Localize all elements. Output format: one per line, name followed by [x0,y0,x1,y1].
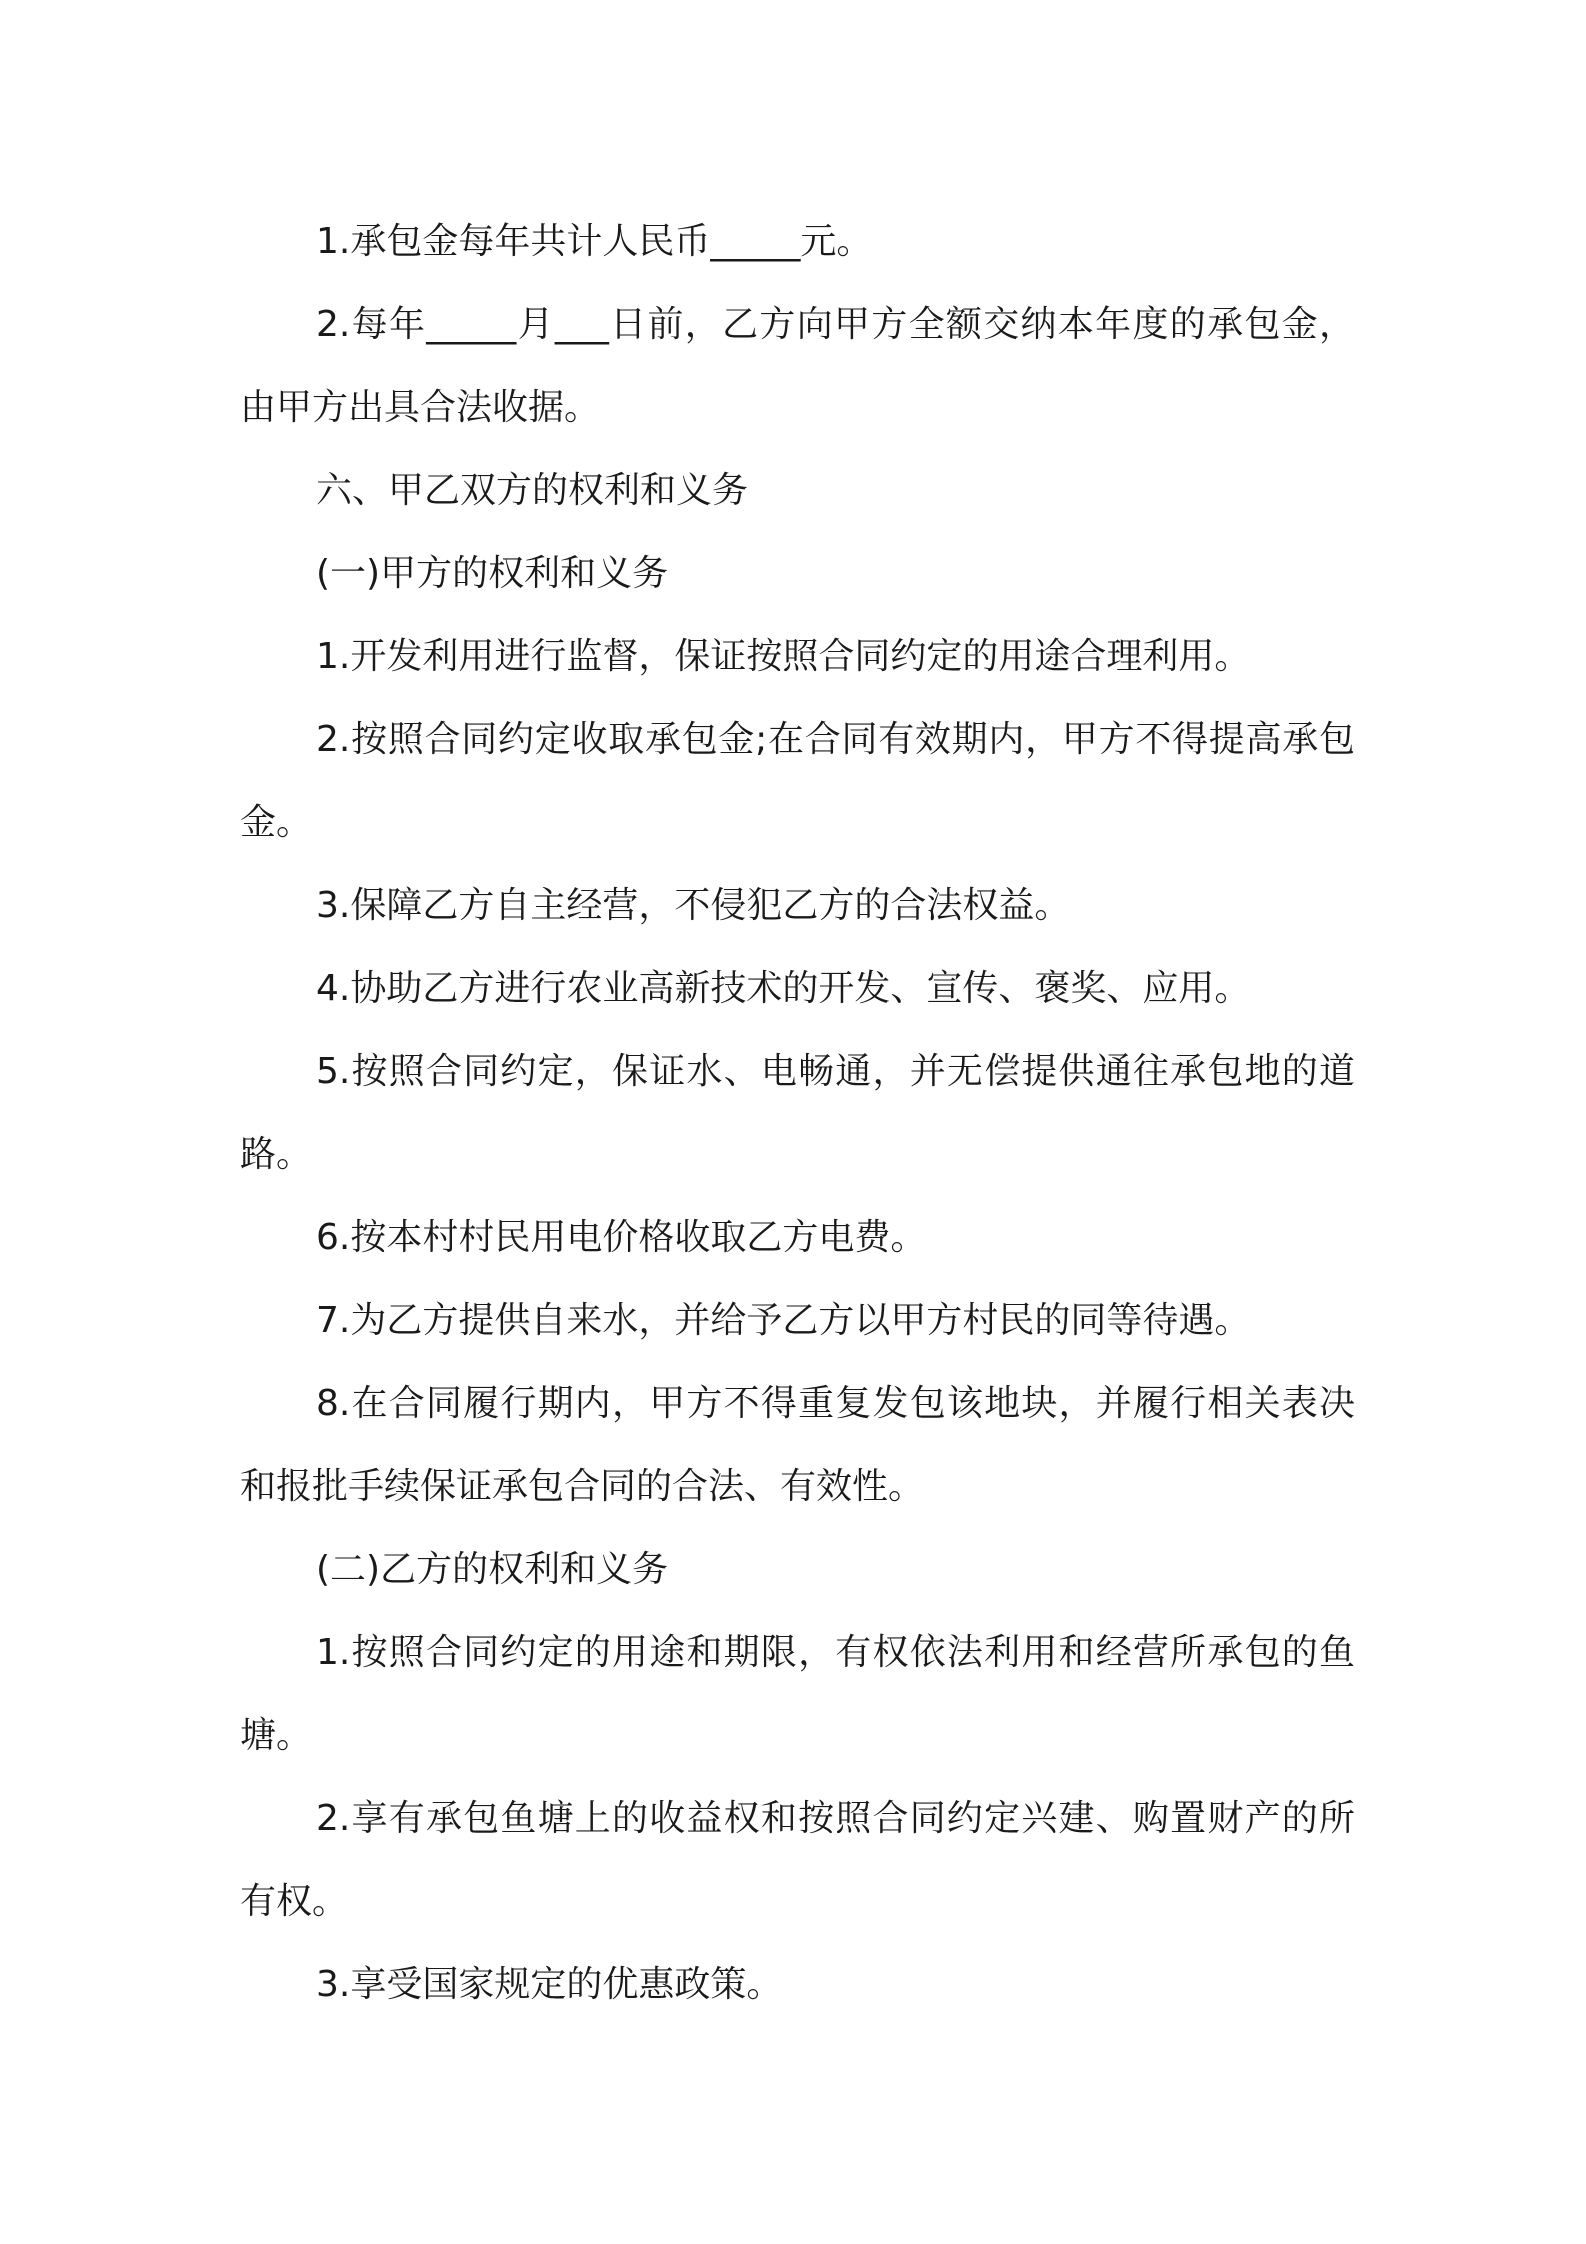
party-b-clause-1: 1.按照合同约定的用途和期限，有权依法利用和经营所承包的鱼塘。 [240,1632,1355,1756]
party-b-clause-2: 2.享有承包鱼塘上的收益权和按照合同约定兴建、购置财产的所有权。 [240,1798,1355,1922]
subsection-heading-party-a: (一)甲方的权利和义务 [316,553,669,594]
party-a-clause-7: 7.为乙方提供自来水，并给予乙方以甲方村民的同等待遇。 [316,1300,1251,1341]
clause-fee-deadline: 2.每年_____月___日前，乙方向甲方全额交纳本年度的承包金，由甲方出具合法收据。 [240,304,1355,428]
party-a-clause-4: 4.协助乙方进行农业高新技术的开发、宣传、褒奖、应用。 [316,968,1251,1009]
party-a-clause-8: 8.在合同履行期内，甲方不得重复发包该地块，并履行相关表决和报批手续保证承包合同的合法、有效性。 [240,1383,1355,1507]
clause-fee-amount: 1.承包金每年共计人民币_____元。 [316,221,873,262]
section-heading-rights-duties: 六、甲乙双方的权利和义务 [316,470,749,511]
party-a-clause-3: 3.保障乙方自主经营，不侵犯乙方的合法权益。 [316,885,1071,926]
party-b-clause-3: 3.享受国家规定的优惠政策。 [316,1964,783,2005]
document-body [240,200,1355,2026]
party-a-clause-5: 5.按照合同约定，保证水、电畅通，并无偿提供通往承包地的道路。 [240,1051,1355,1175]
subsection-heading-party-b: (二)乙方的权利和义务 [316,1549,669,1590]
party-a-clause-6: 6.按本村村民用电价格收取乙方电费。 [316,1217,927,1258]
party-a-clause-1: 1.开发利用进行监督，保证按照合同约定的用途合理利用。 [316,636,1251,677]
party-a-clause-2: 2.按照合同约定收取承包金;在合同有效期内，甲方不得提高承包金。 [240,719,1355,843]
